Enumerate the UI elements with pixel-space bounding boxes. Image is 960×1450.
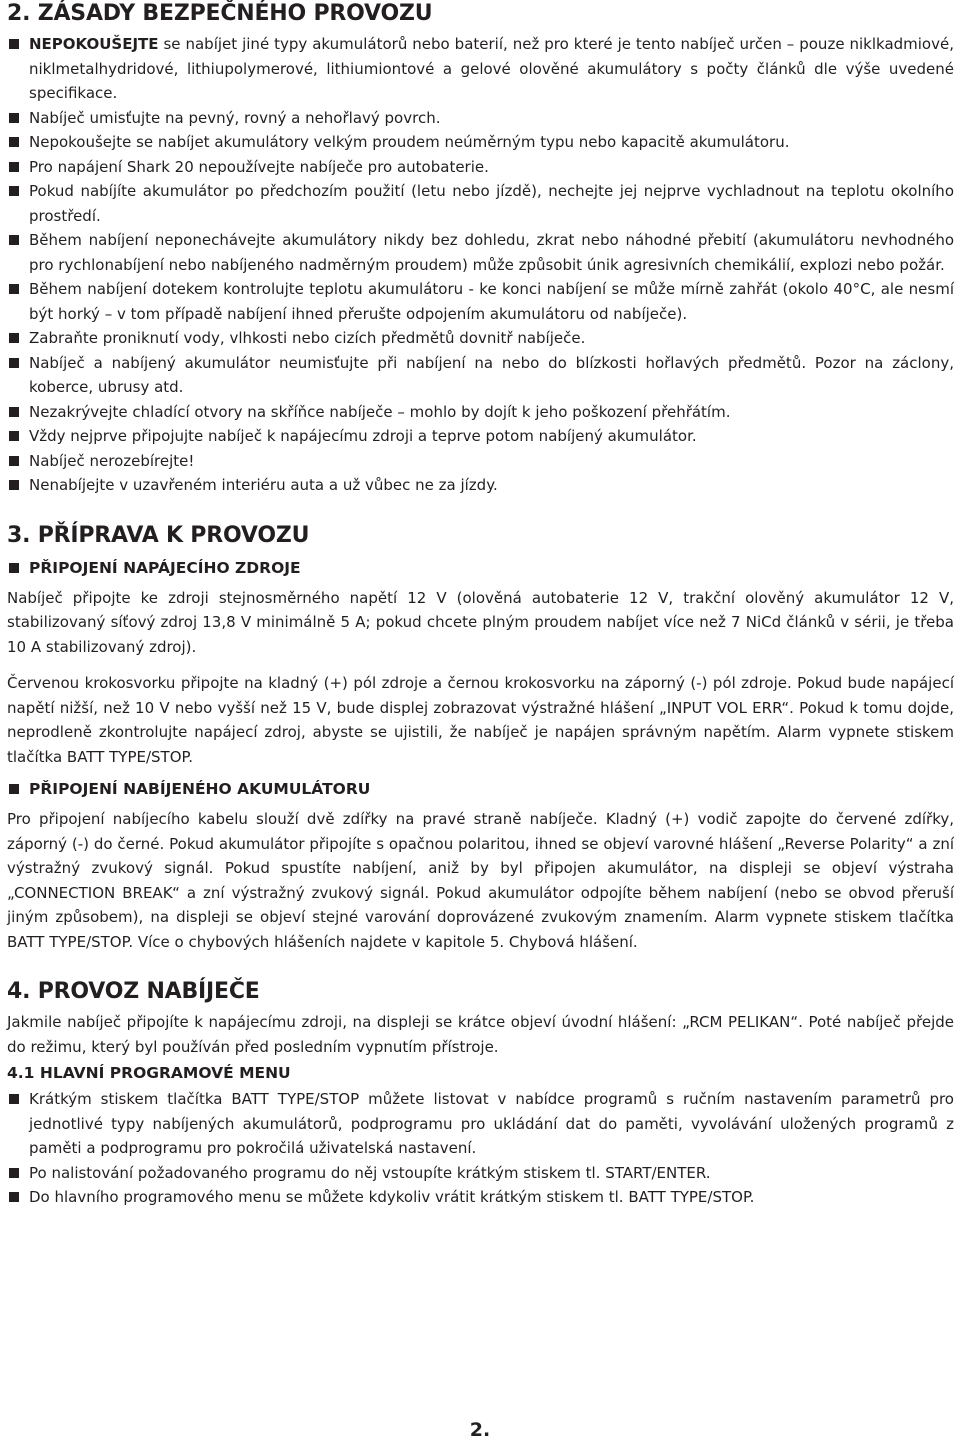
list-item bbox=[7, 155, 954, 180]
bullet-text: Během nabíjení neponechávejte akumulátory nikdy bez dohledu, zkrat nebo náhodné přebití (akumulátoru nevhodného pro rychlonabíjení nebo nabíjeného nadměrným proudem) může způsobit únik agresivních chemikálií, explozi nebo požár. bbox=[29, 231, 954, 274]
list-item bbox=[7, 326, 954, 351]
list-item bbox=[7, 1161, 954, 1186]
bullet-square-icon bbox=[9, 784, 19, 794]
bullet-text: Zabraňte proniknutí vody, vlhkosti nebo cizích předmětů dovnitř nabíječe. bbox=[29, 329, 586, 347]
list-item bbox=[7, 400, 954, 425]
bullet-square-icon bbox=[9, 1094, 19, 1104]
bullet-text: Vždy nejprve připojujte nabíječ k napájecímu zdroji a teprve potom nabíjený akumulátor. bbox=[29, 427, 697, 445]
section-4-title: 4. PROVOZ NABÍJEČE bbox=[7, 979, 260, 1004]
list-item bbox=[7, 1185, 954, 1210]
bullet-text: Po nalistování požadovaného programu do něj vstoupíte krátkým stiskem tl. START/ENTER. bbox=[29, 1163, 711, 1182]
list-item bbox=[7, 277, 954, 326]
section-2-bullets bbox=[7, 32, 954, 498]
section-4-bullets bbox=[7, 1087, 954, 1210]
paragraph: Nabíječ připojte ke zdroji stejnosměrného napětí 12 V (olověná autobaterie 12 V, trakční olověný akumulátor 12 V, stabilizovaný síťový zdroj 13,8 V minimálně 5 A; pokud chcete plným proudem nabíjet více než 7 NiCd článků v sérii, je třeba 10 A stabilizovaný zdroj). bbox=[7, 588, 954, 656]
bullet-text: Nepokoušejte se nabíjet akumulátory velkým proudem neúměrným typu nebo kapacitě akumulátoru. bbox=[29, 133, 790, 151]
bullet-square-icon bbox=[9, 113, 19, 123]
bullet-square-icon bbox=[9, 1168, 19, 1178]
section-3-title: 3. PŘÍPRAVA K PROVOZU bbox=[7, 522, 310, 548]
bullet-square-icon bbox=[9, 563, 19, 573]
bullet-text: Krátkým stiskem tlačítka BATT TYPE/STOP můžete listovat v nabídce programů s ručním nastavením parametrů pro jednotlivé typy nabíjených akumulátorů, podprogramu pro ukládání dat do paměti, vyvolávání uložených programů z paměti a podprogramu pro pokročilá uživatelská nastavení. bbox=[29, 1090, 954, 1157]
bullet-square-icon bbox=[9, 407, 19, 417]
bullet-text: Nenabíjejte v uzavřeném interiéru auta a už vůbec ne za jízdy. bbox=[29, 476, 498, 494]
bullet-square-icon bbox=[9, 358, 19, 368]
subsection-label: PŘIPOJENÍ NABÍJENÉHO AKUMULÁTORU bbox=[29, 780, 371, 798]
list-item bbox=[7, 351, 954, 400]
bullet-text: Nabíječ a nabíjený akumulátor neumisťujte při nabíjení na nebo do blízkosti hořlavých předmětů. Pozor na záclony, koberce, ubrusy atd. bbox=[29, 353, 954, 396]
bullet-text: Do hlavního programového menu se můžete kdykoliv vrátit krátkým stiskem tl. BATT TYPE/STOP. bbox=[29, 1188, 755, 1206]
section-2-title: 2. ZÁSADY BEZPEČNÉHO PROVOZU bbox=[7, 1, 433, 26]
bullet-square-icon bbox=[9, 235, 19, 245]
bullet-text: Pro napájení Shark 20 nepoužívejte nabíječe pro autobaterie. bbox=[29, 157, 489, 176]
bullet-text: Pokud nabíjíte akumulátor po předchozím použití (letu nebo jízdě), nechejte jej nejprve vychladnout na teplotu okolního prostředí. bbox=[29, 182, 954, 225]
paragraph: Pro připojení nabíjecího kabelu slouží dvě zdířky na pravé straně nabíječe. Kladný (+) vodič zapojte do červené zdířky, záporný (-) do černé. Pokud akumulátor připojíte s opačnou polaritou, ihned se objeví varovné hlášení „Reverse Polarity“ a zní výstražný zvukový signál. Pokud spustíte nabíjení, aniž by byl připojen akumulátor, na displeji se objeví výstraha „CONNECTION BREAK“ a zní výstražný zvukový signál. Pokud akumulátor odpojíte během nabíjení (nebo se obvod přeruší jiným způsobem), na displeji se objeví stejné varování doprovázené zvukovým znamením. Alarm vypnete stiskem tlačítka BATT TYPE/STOP. Více o chybových hlášeních najdete v kapitole 5. Chybová hlášení. bbox=[7, 810, 954, 951]
subsection-power-supply-title bbox=[7, 556, 954, 580]
bullet-text: Během nabíjení dotekem kontrolujte teplotu akumulátoru - ke konci nabíjení se může mírně zahřát (okolo 40°C, ale nesmí být horký – v tom případě nabíjení ihned přerušte odpojením akumulátoru od nabíječe). bbox=[29, 280, 954, 323]
list-item bbox=[7, 179, 954, 228]
bullet-square-icon bbox=[9, 333, 19, 343]
list-item bbox=[7, 106, 954, 131]
bullet-square-icon bbox=[9, 162, 19, 172]
list-item bbox=[7, 130, 954, 155]
bullet-square-icon bbox=[9, 1192, 19, 1202]
list-item bbox=[7, 449, 954, 474]
bullet-square-icon bbox=[9, 284, 19, 294]
bullet-text: se nabíjet jiné typy akumulátorů nebo baterií, než pro které je tento nabíječ určen – pouze niklkadmiové, niklmetalhydridové, lithiupolymerové, lithiumiontové a gelové olověné akumulátory s počty článků dle výše uvedené specifikace. bbox=[29, 35, 954, 102]
paragraph: Jakmile nabíječ připojíte k napájecímu zdroji, na displeji se krátce objeví úvodní hlášení: „RCM PELIKAN“. Poté nabíječ přejde do režimu, který byl používán před posledním vypnutím přístroje. bbox=[7, 1013, 954, 1056]
list-item bbox=[7, 228, 954, 277]
list-item bbox=[7, 424, 954, 449]
list-item bbox=[7, 1087, 954, 1161]
bullet-text: Nabíječ umisťujte na pevný, rovný a nehořlavý povrch. bbox=[29, 108, 441, 127]
bullet-square-icon bbox=[9, 480, 19, 490]
bullet-text: Nezakrývejte chladící otvory na skříňce nabíječe – mohlo by dojít k jeho poškození přehřátím. bbox=[29, 402, 731, 421]
bullet-square-icon bbox=[9, 186, 19, 196]
bullet-text: Nabíječ nerozebírejte! bbox=[29, 451, 195, 470]
subsection-label: PŘIPOJENÍ NAPÁJECÍHO ZDROJE bbox=[29, 558, 301, 577]
paragraph: Červenou krokosvorku připojte na kladný (+) pól zdroje a černou krokosvorku na záporný (-) pól zdroje. Pokud bude napájecí napětí nižší, než 10 V nebo vyšší než 15 V, bude displej zobrazovat výstražné hlášení „INPUT VOL ERR“. Pokud k tomu dojde, neprodleně zkontrolujte napájecí zdroj, abyste se ujistili, že nabíječ je napájen správným napětím. Alarm vypnete stiskem tlačítka BATT TYPE/STOP. bbox=[7, 674, 954, 766]
bullet-square-icon bbox=[9, 456, 19, 466]
list-item bbox=[7, 32, 954, 106]
page-number: 2. bbox=[469, 1419, 491, 1441]
bullet-bold-lead: NEPOKOUŠEJTE bbox=[29, 35, 159, 53]
subsection-battery-title bbox=[7, 777, 954, 801]
bullet-square-icon bbox=[9, 137, 19, 147]
subsection-main-menu-title: 4.1 HLAVNÍ PROGRAMOVÉ MENU bbox=[7, 1064, 291, 1082]
list-item bbox=[7, 473, 954, 498]
bullet-square-icon bbox=[9, 431, 19, 441]
bullet-square-icon bbox=[9, 39, 19, 49]
